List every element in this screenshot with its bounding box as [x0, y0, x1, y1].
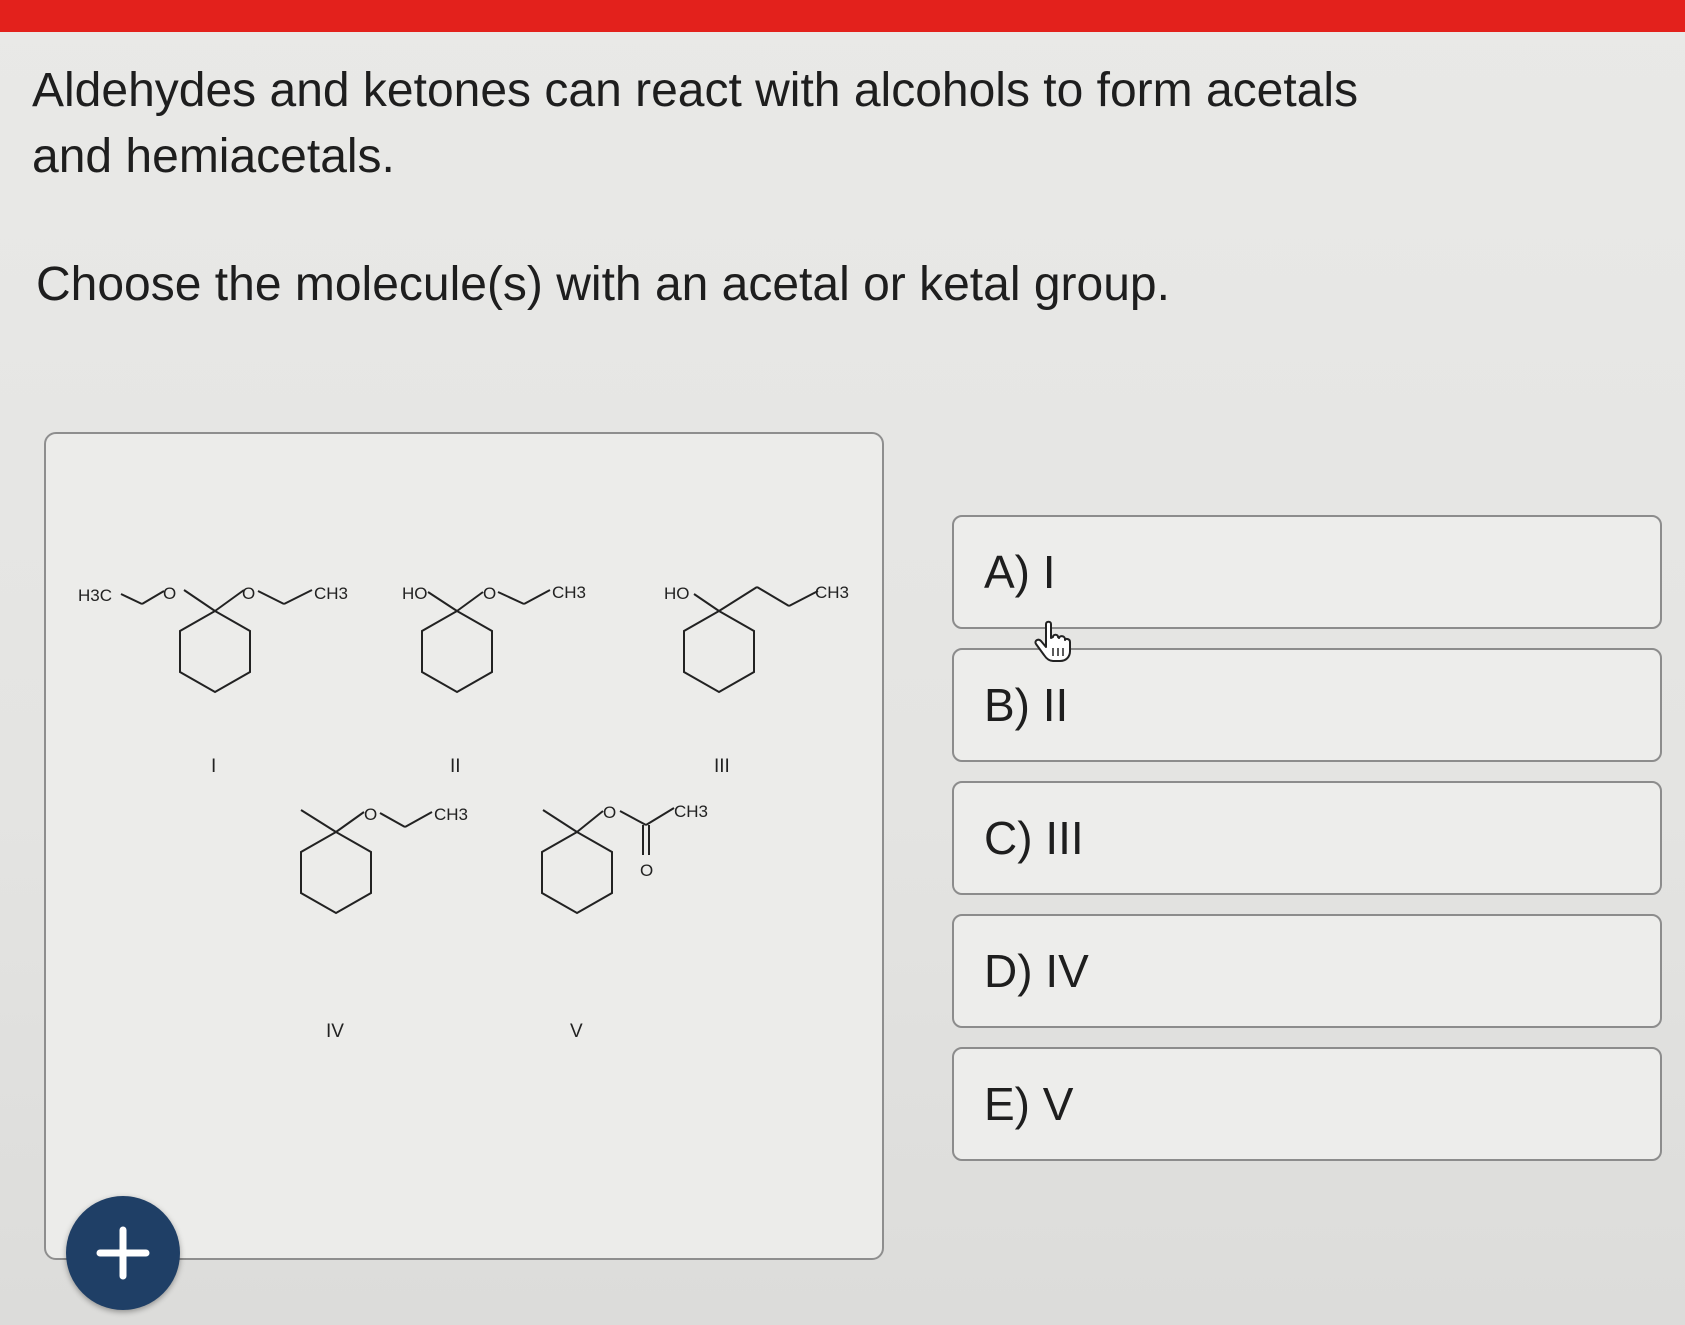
answer-option-d[interactable]: D) IV [952, 914, 1662, 1028]
question-prompt: Choose the molecule(s) with an acetal or ketal group. [36, 258, 1170, 311]
add-button[interactable] [66, 1196, 180, 1310]
molecule-2-ring [422, 611, 492, 692]
molecule-figure-panel [44, 432, 884, 1260]
answer-option-e[interactable]: E) V [952, 1047, 1662, 1161]
molecule-structures [46, 434, 882, 1258]
molecule-5-ring [542, 832, 612, 913]
molecule-4-o-label: O [364, 805, 378, 824]
molecule-3-numeral: III [714, 756, 730, 777]
molecule-4-numeral: IV [326, 1021, 344, 1042]
molecule-2-numeral: II [450, 756, 461, 777]
answer-option-b[interactable]: B) II [952, 648, 1662, 762]
molecule-1-o-left-label: O [163, 584, 177, 603]
molecule-5-numeral: V [570, 1021, 583, 1042]
molecule-1-ch3-label: CH3 [314, 584, 349, 603]
plus-icon [66, 1196, 180, 1310]
question-intro: Aldehydes and ketones can react with alcohols to form acetals and hemiacetals. [32, 64, 1359, 183]
molecule-1-o-right-label: O [242, 584, 256, 603]
molecule-5-o-label: O [603, 803, 617, 822]
answer-option-a[interactable]: A) I [952, 515, 1662, 629]
molecule-5-carbonyl-o-label: O [640, 861, 654, 880]
hand-pointer-icon [1032, 620, 1072, 669]
molecule-1-numeral: I [211, 756, 217, 777]
molecule-1-ring [180, 611, 250, 692]
answer-option-c[interactable]: C) III [952, 781, 1662, 895]
molecule-3-ring [684, 611, 754, 692]
molecule-2-ch3-label: CH3 [552, 583, 587, 602]
molecule-2-ho-label: HO [402, 584, 428, 603]
molecule-5-ch3-label: CH3 [674, 802, 709, 821]
molecule-4-ring [301, 832, 371, 913]
molecule-4-ch3-label: CH3 [434, 805, 469, 824]
molecule-3-ch3-label: CH3 [815, 583, 850, 602]
molecule-1-h3c-label: H3C [78, 586, 113, 605]
top-header-bar [0, 0, 1685, 32]
molecule-2-o-label: O [483, 584, 497, 603]
molecule-3-ho-label: HO [664, 584, 690, 603]
